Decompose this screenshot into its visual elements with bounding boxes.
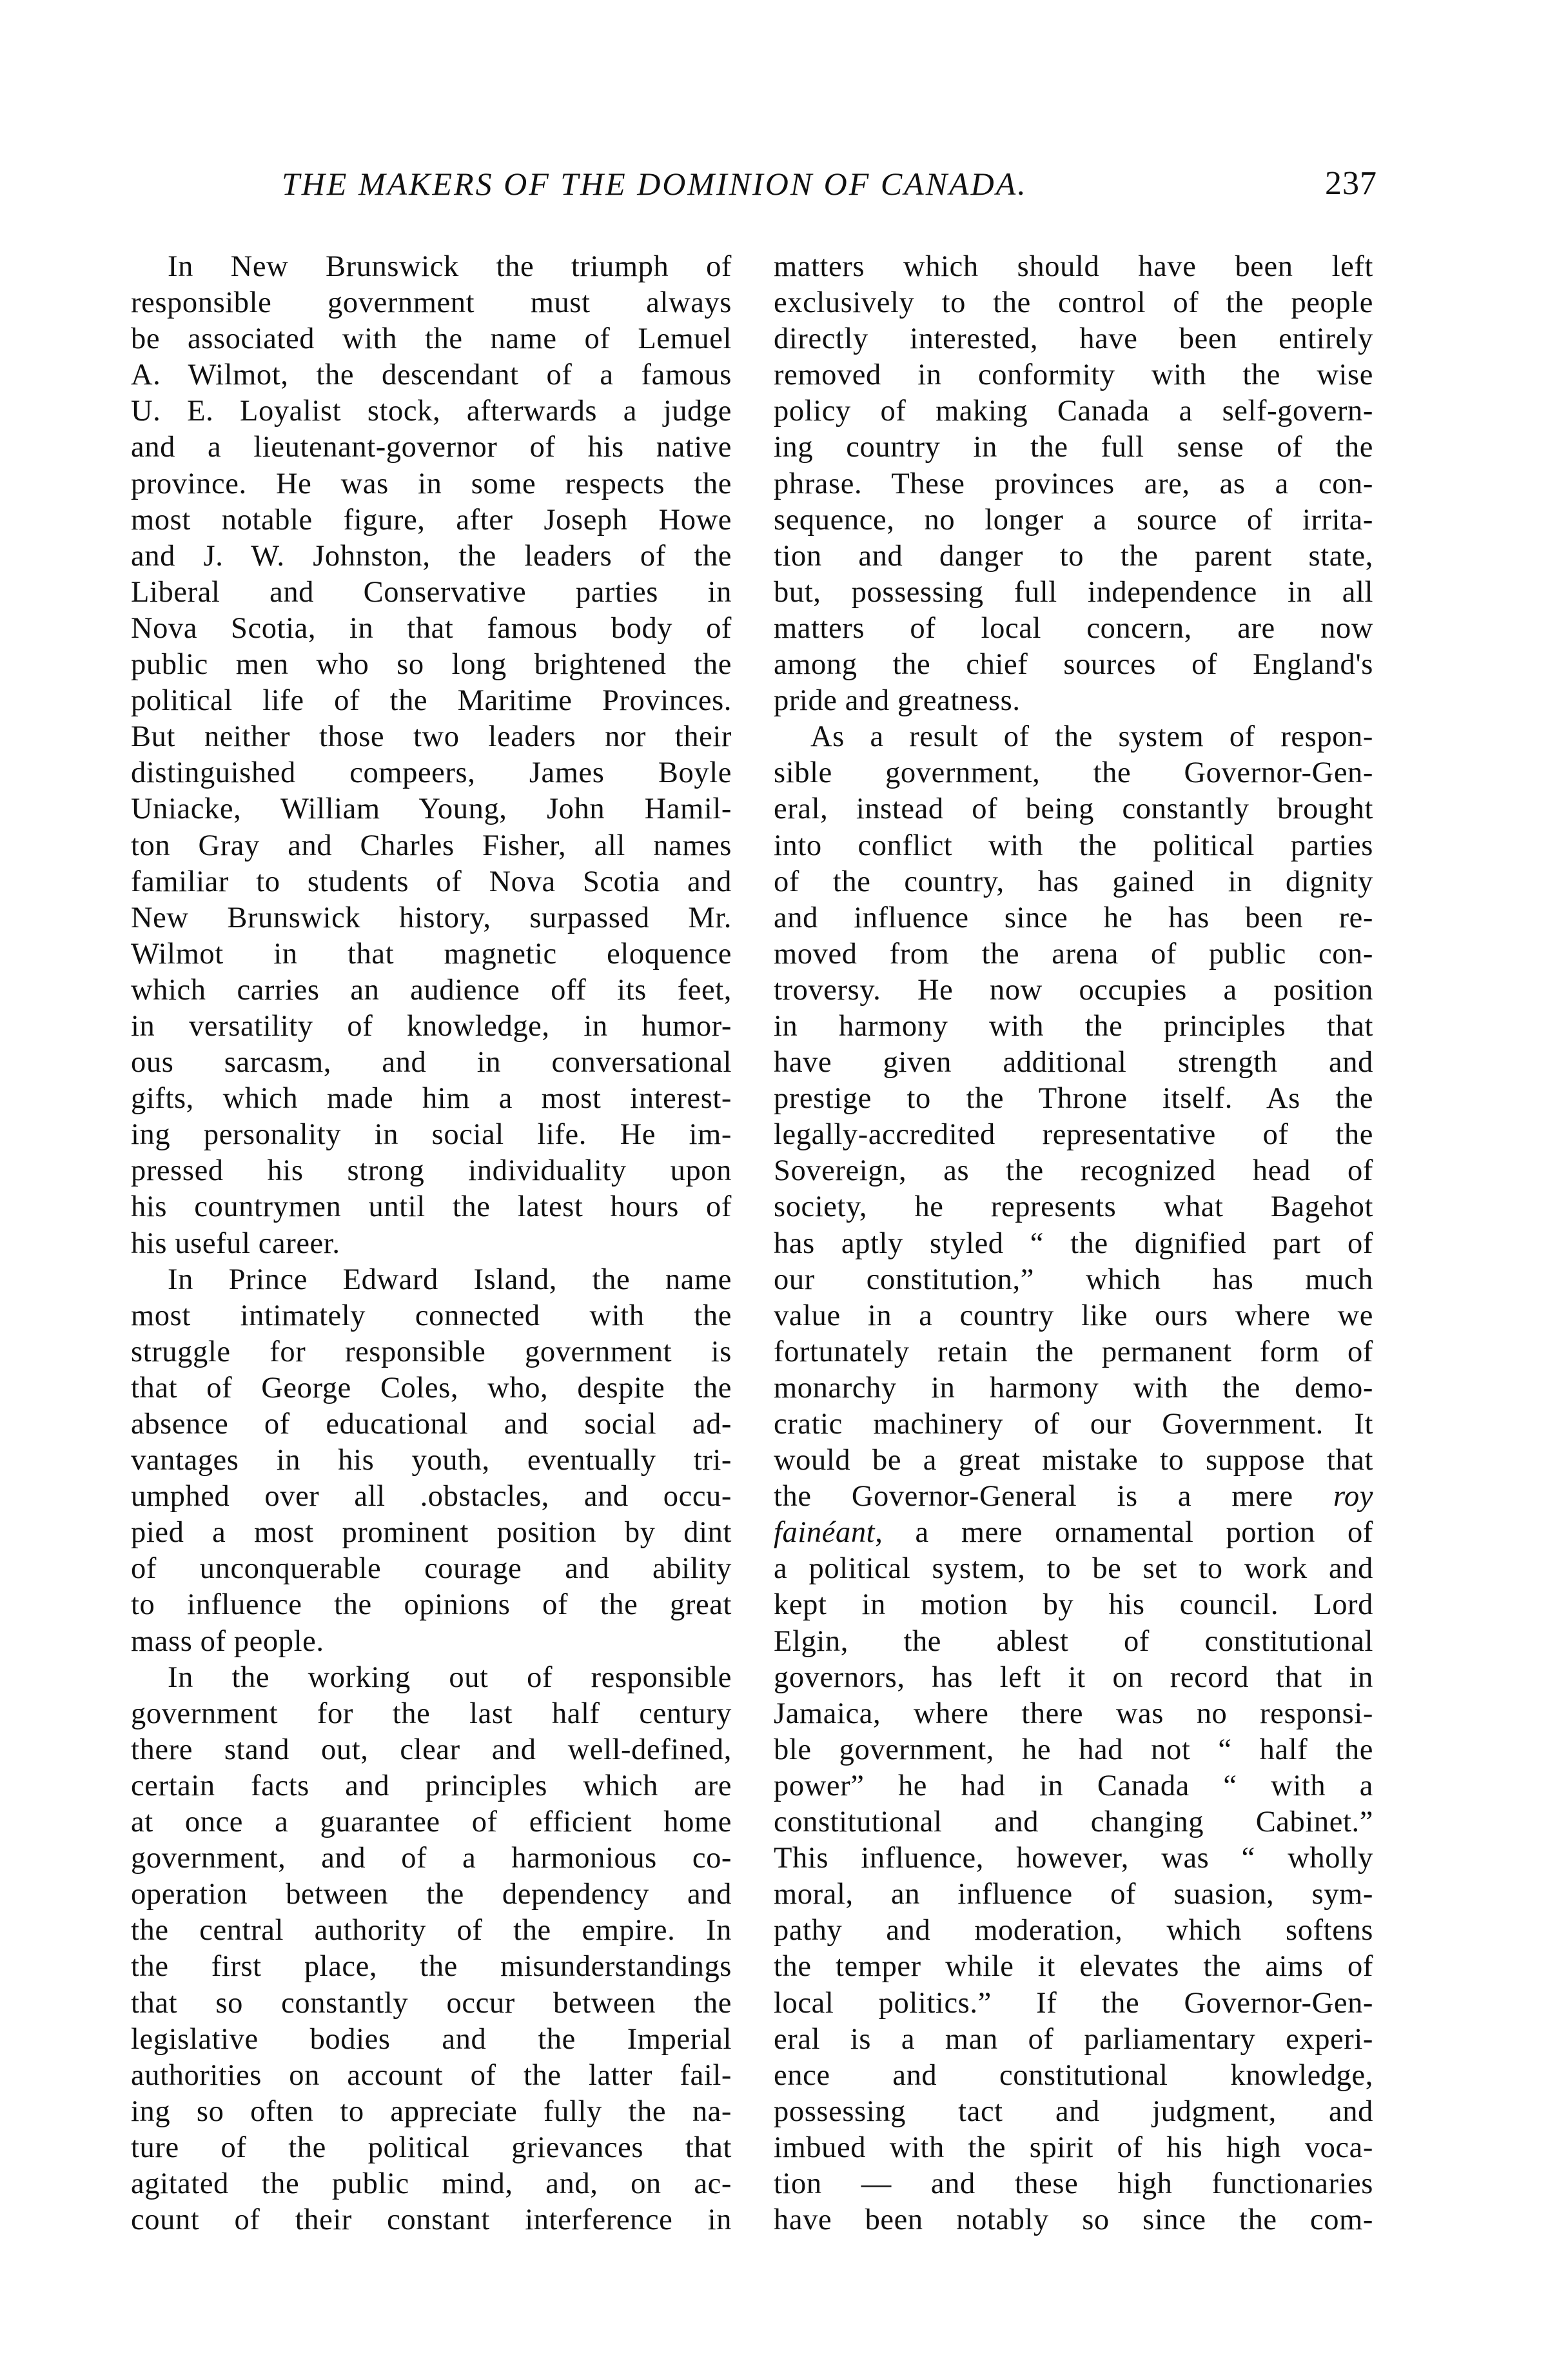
text-line <box>774 647 1373 683</box>
line-text: cratic machinery of our Government. It <box>774 1408 1373 1441</box>
text-line <box>774 1913 1373 1949</box>
line-text: to influence the opinions of the great <box>131 1588 732 1622</box>
text-line <box>131 1262 732 1298</box>
text-line <box>774 1624 1373 1660</box>
line-text: operation between the dependency and <box>131 1878 732 1911</box>
line-text: most intimately connected with the <box>131 1299 732 1332</box>
text-line <box>131 1696 732 1732</box>
text-line <box>774 393 1373 429</box>
text-line <box>131 1732 732 1768</box>
line-text: ing personality in social life. He im- <box>131 1118 732 1152</box>
text-line <box>131 575 732 611</box>
text-line <box>774 1226 1373 1262</box>
text-line <box>774 1660 1373 1696</box>
line-text: Nova Scotia, in that famous body of <box>131 611 732 645</box>
line-text: province. He was in some respects the <box>131 467 732 500</box>
text-line <box>774 683 1373 719</box>
text-line <box>131 1334 732 1370</box>
text-line <box>131 1226 732 1262</box>
line-text: prestige to the Throne itself. As the <box>774 1082 1373 1116</box>
text-line <box>774 466 1373 502</box>
line-text: removed in conformity with the wise <box>774 359 1373 392</box>
text-line <box>131 1045 732 1081</box>
text-line <box>774 1189 1373 1225</box>
text-line <box>131 249 732 285</box>
line-text: In the working out of responsible <box>168 1661 732 1694</box>
line-text: directly interested, have been entirely <box>774 322 1373 356</box>
text-line <box>774 1804 1373 1840</box>
line-text: ton Gray and Charles Fisher, all names <box>131 829 732 862</box>
text-line <box>131 321 732 357</box>
text-line <box>774 1443 1373 1479</box>
running-title: THE MAKERS OF THE DOMINION OF CANADA. <box>282 166 1028 202</box>
text-line <box>774 2022 1373 2058</box>
text-line <box>131 393 732 429</box>
line-text: constitutional and changing Cabinet.” <box>774 1806 1373 1839</box>
text-line <box>774 357 1373 393</box>
text-line <box>131 1624 732 1660</box>
line-text: struggle for responsible government is <box>131 1335 732 1368</box>
line-text: In Prince Edward Island, the name <box>168 1263 732 1296</box>
line-text: which carries an audience off its feet, <box>131 973 732 1007</box>
line-text: that of George Coles, who, despite the <box>131 1371 732 1404</box>
text-line <box>774 972 1373 1009</box>
text-line <box>131 1081 732 1117</box>
line-text: and J. W. Johnston, the leaders of the <box>131 539 732 573</box>
line-text: there stand out, clear and well-defined, <box>131 1733 732 1766</box>
line-text: U. E. Loyalist stock, afterwards a judge <box>131 395 732 428</box>
text-line <box>131 2094 732 2130</box>
line-text: that so constantly occur between the <box>131 1986 732 2020</box>
page-number: 237 <box>1325 165 1377 202</box>
text-line <box>131 2058 732 2094</box>
text-line <box>131 1406 732 1443</box>
text-line <box>131 502 732 538</box>
text-line <box>774 1334 1373 1370</box>
line-text: has aptly styled “ the dignified part of <box>774 1227 1373 1260</box>
line-text: but, possessing full independence in all <box>774 575 1373 609</box>
line-text: at once a guarantee of efficient home <box>131 1806 732 1839</box>
line-text: pathy and moderation, which softens <box>774 1914 1373 1947</box>
line-text: have given additional strength and <box>774 1046 1373 1079</box>
text-line <box>131 828 732 864</box>
text-line <box>131 1551 732 1587</box>
line-text: policy of making Canada a self-govern- <box>774 395 1373 428</box>
line-text: monarchy in harmony with the demo- <box>774 1371 1373 1404</box>
line-text: be associated with the name of Lemuel <box>131 322 732 356</box>
line-text: vantages in his youth, eventually tri- <box>131 1444 732 1477</box>
line-text: legally-accredited representative of the <box>774 1118 1373 1152</box>
line-text: governors, has left it on record that in <box>774 1661 1373 1694</box>
line-text: A. Wilmot, the descendant of a famous <box>131 359 732 392</box>
line-text: eral, instead of being constantly brought <box>774 793 1373 826</box>
text-line <box>131 1009 732 1045</box>
line-text: ing country in the full sense of the <box>774 431 1373 464</box>
line-text: power” he had in Canada “ with a <box>774 1769 1373 1802</box>
text-line <box>774 2166 1373 2202</box>
text-line <box>774 1262 1373 1298</box>
line-text: distinguished compeers, James Boyle <box>131 756 732 790</box>
line-text: tion — and these high functionaries <box>774 2167 1373 2200</box>
line-text: eral is a man of parliamentary experi- <box>774 2022 1373 2056</box>
line-text: most notable figure, after Joseph Howe <box>131 503 732 537</box>
line-text: pressed his strong individuality upon <box>131 1154 732 1188</box>
line-text: the Governor-General is a mere <box>774 1480 1293 1513</box>
text-line <box>774 1587 1373 1623</box>
text-line <box>131 2130 732 2166</box>
italic-phrase: roy <box>1333 1480 1373 1513</box>
line-text: his countrymen until the latest hours of <box>131 1190 732 1224</box>
text-line <box>774 2094 1373 2130</box>
text-line <box>131 936 732 972</box>
text-line <box>131 1768 732 1804</box>
line-text: and influence since he has been re- <box>774 901 1373 934</box>
text-line <box>131 1443 732 1479</box>
line-text: absence of educational and social ad- <box>131 1408 732 1441</box>
text-line <box>131 429 732 466</box>
line-text: matters which should have been left <box>774 250 1373 283</box>
text-line <box>131 1515 732 1551</box>
line-text: society, he represents what Bagehot <box>774 1190 1373 1224</box>
line-text: Wilmot in that magnetic eloquence <box>131 937 732 971</box>
line-text: a political system, to be set to work and <box>774 1552 1373 1586</box>
line-text: moral, an influence of suasion, sym- <box>774 1878 1373 1911</box>
text-line <box>774 321 1373 357</box>
line-text: ture of the political grievances that <box>131 2131 732 2164</box>
line-text: of the country, has gained in dignity <box>774 865 1373 898</box>
text-line <box>774 2058 1373 2094</box>
text-line <box>131 755 732 791</box>
text-line <box>131 357 732 393</box>
text-line <box>131 1587 732 1623</box>
line-text: As a result of the system of respon- <box>810 720 1373 754</box>
line-text: kept in motion by his council. Lord <box>774 1588 1373 1622</box>
text-line <box>774 538 1373 575</box>
text-line <box>131 1660 732 1696</box>
line-text: count of their constant interference in <box>131 2203 732 2237</box>
line-text: the first place, the misunderstandings <box>131 1950 732 1984</box>
italic-phrase: fainéant <box>774 1516 876 1550</box>
line-text: agitated the public mind, and, on ac- <box>131 2167 732 2200</box>
text-line <box>774 1732 1373 1768</box>
line-text: phrase. These provinces are, as a con- <box>774 467 1373 500</box>
line-text: umphed over all .obstacles, and occu- <box>131 1480 732 1513</box>
line-text: ble government, he had not “ half the <box>774 1733 1373 1766</box>
text-line <box>131 1117 732 1153</box>
line-text: ous sarcasm, and in conversational <box>131 1046 732 1079</box>
text-line <box>131 1189 732 1225</box>
text-line <box>131 791 732 827</box>
text-line <box>774 864 1373 900</box>
text-line <box>131 1370 732 1406</box>
line-text: imbued with the spirit of his high voca- <box>774 2131 1373 2164</box>
line-text: gifts, which made him a most interest- <box>131 1082 732 1116</box>
line-text: among the chief sources of England's <box>774 648 1373 682</box>
line-text: ence and constitutional knowledge, <box>774 2058 1373 2092</box>
line-text: into conflict with the political parties <box>774 829 1373 862</box>
line-text: his useful career. <box>131 1227 340 1260</box>
line-text: the central authority of the empire. In <box>131 1914 732 1947</box>
text-line <box>774 719 1373 755</box>
line-text: certain facts and principles which are <box>131 1769 732 1802</box>
line-text: This influence, however, was “ wholly <box>774 1842 1373 1875</box>
text-line <box>131 1986 732 2022</box>
text-line <box>131 972 732 1009</box>
text-line <box>774 249 1373 285</box>
text-line <box>774 900 1373 936</box>
text-line <box>774 1045 1373 1081</box>
line-text: familiar to students of Nova Scotia and <box>131 865 732 898</box>
line-text: pride and greatness. <box>774 684 1021 718</box>
line-text: pied a most prominent position by dint <box>131 1516 732 1550</box>
line-text: tion and danger to the parent state, <box>774 539 1373 573</box>
line-text: authorities on account of the latter fail- <box>131 2058 732 2092</box>
line-text: exclusively to the control of the people <box>774 286 1373 320</box>
line-text: Uniacke, William Young, John Hamil- <box>131 793 732 826</box>
line-text: sequence, no longer a source of irrita- <box>774 503 1373 537</box>
text-line <box>131 1913 732 1949</box>
line-text: our constitution,” which has much <box>774 1263 1373 1296</box>
line-text: New Brunswick history, surpassed Mr. <box>131 901 732 934</box>
text-line <box>131 538 732 575</box>
text-line <box>131 1949 732 1985</box>
text-line <box>774 1768 1373 1804</box>
text-line <box>131 285 732 321</box>
line-text: Liberal and Conservative parties in <box>131 575 732 609</box>
line-text: legislative bodies and the Imperial <box>131 2022 732 2056</box>
text-line <box>774 1479 1373 1515</box>
text-line <box>774 285 1373 321</box>
text-line <box>774 1298 1373 1334</box>
line-text: , a mere ornamental portion of <box>875 1516 1373 1550</box>
text-line <box>131 2022 732 2058</box>
text-line <box>131 1153 732 1189</box>
line-text: in versatility of knowledge, in humor- <box>131 1009 732 1043</box>
line-text: in harmony with the principles that <box>774 1009 1373 1043</box>
line-text: Elgin, the ablest of constitutional <box>774 1624 1373 1658</box>
line-text: local politics.” If the Governor-Gen- <box>774 1986 1373 2020</box>
text-line <box>774 1117 1373 1153</box>
line-text: and a lieutenant-governor of his native <box>131 431 732 464</box>
text-line <box>774 429 1373 466</box>
text-line <box>131 719 732 755</box>
text-line <box>131 1479 732 1515</box>
line-text: sible government, the Governor-Gen- <box>774 756 1373 790</box>
text-line <box>131 2202 732 2238</box>
text-line <box>774 575 1373 611</box>
line-text: troversy. He now occupies a position <box>774 973 1373 1007</box>
line-text: Jamaica, where there was no responsi- <box>774 1697 1373 1730</box>
text-line <box>131 900 732 936</box>
text-line <box>774 1081 1373 1117</box>
line-text: of unconquerable courage and ability <box>131 1552 732 1586</box>
text-line <box>131 1877 732 1913</box>
line-text: Sovereign, as the recognized head of <box>774 1154 1373 1188</box>
text-line <box>774 1551 1373 1587</box>
left-column <box>131 249 732 2238</box>
text-line <box>774 936 1373 972</box>
text-line <box>774 2130 1373 2166</box>
text-line <box>774 1009 1373 1045</box>
text-line <box>131 864 732 900</box>
line-text: possessing tact and judgment, and <box>774 2094 1373 2128</box>
line-text: would be a great mistake to suppose that <box>774 1444 1373 1477</box>
text-line <box>774 1153 1373 1189</box>
line-text: government, and of a harmonious co- <box>131 1842 732 1875</box>
text-line <box>774 1986 1373 2022</box>
text-line <box>774 1370 1373 1406</box>
line-text: In New Brunswick the triumph of <box>168 250 732 283</box>
text-line <box>131 683 732 719</box>
text-line <box>131 611 732 647</box>
text-line <box>774 1696 1373 1732</box>
line-text: the temper while it elevates the aims of <box>774 1950 1373 1984</box>
line-text: value in a country like ours where we <box>774 1299 1373 1332</box>
text-line <box>774 1406 1373 1443</box>
line-text: ing so often to appreciate fully the na- <box>131 2094 732 2128</box>
text-line <box>774 1877 1373 1913</box>
text-line <box>774 502 1373 538</box>
text-line <box>774 1949 1373 1985</box>
line-text: moved from the arena of public con- <box>774 937 1373 971</box>
line-text: matters of local concern, are now <box>774 611 1373 645</box>
line-text: fortunately retain the permanent form of <box>774 1335 1373 1368</box>
line-text: have been notably so since the com- <box>774 2203 1373 2237</box>
text-line <box>131 466 732 502</box>
line-text: responsible government must always <box>131 286 732 320</box>
text-line <box>131 2166 732 2202</box>
text-line <box>131 647 732 683</box>
right-column <box>774 249 1373 2238</box>
line-text: mass of people. <box>131 1624 324 1658</box>
text-line <box>774 611 1373 647</box>
line-text: political life of the Maritime Provinces. <box>131 684 732 718</box>
text-line <box>131 1298 732 1334</box>
text-line <box>774 791 1373 827</box>
text-line <box>131 1804 732 1840</box>
text-line <box>774 1840 1373 1877</box>
line-text: But neither those two leaders nor their <box>131 720 732 754</box>
text-line <box>774 2202 1373 2238</box>
text-line <box>131 1840 732 1877</box>
text-line <box>774 755 1373 791</box>
text-line <box>774 1515 1373 1551</box>
text-line <box>774 828 1373 864</box>
line-text: public men who so long brightened the <box>131 648 732 682</box>
line-text: government for the last half century <box>131 1697 732 1730</box>
